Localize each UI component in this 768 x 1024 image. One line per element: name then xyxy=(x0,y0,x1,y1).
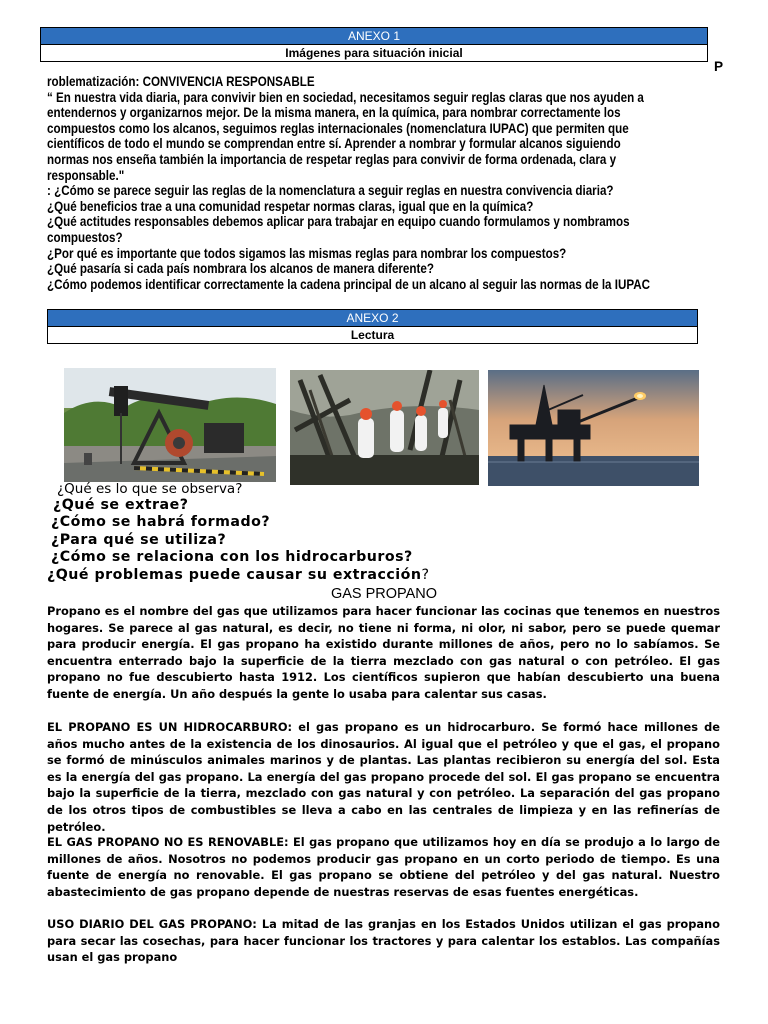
observe-questions xyxy=(47,497,430,584)
annex1-header xyxy=(40,27,708,62)
problem-block xyxy=(47,74,720,292)
annex1-subtitle: Imágenes para situación inicial xyxy=(41,45,707,61)
annex2-title: ANEXO 2 xyxy=(48,310,697,327)
paragraph-non-renewable xyxy=(47,834,720,900)
quote-line: “ En nuestra vida diaria, para convivir bien en sociedad, necesitamos seguir reglas claras que nos ayuden a xyxy=(47,89,644,105)
annex1-title: ANEXO 1 xyxy=(41,28,707,45)
observe-question-1: ¿Qué es lo que se observa? xyxy=(57,481,243,497)
question-line: ¿Por qué es importante que todos sigamos las mismas reglas para nombrar los compuestos? xyxy=(47,245,567,261)
oil-spill-cleanup-photo xyxy=(290,370,479,485)
quote-line: responsable." xyxy=(47,167,125,183)
question-line: ¿Qué pasaría si cada país nombrara los alcanos de manera diferente? xyxy=(47,261,434,277)
pumpjack-photo xyxy=(64,368,276,482)
observe-question xyxy=(47,567,430,584)
problem-quote xyxy=(47,90,720,184)
paragraph-text: USO DIARIO DEL GAS PROPANO: La mitad de las granjas en los Estados Unidos utilizan el gas propano para secar las cosechas, para hacer funcionar los tractores y para calentar los establos. Las compañías usan el gas propano xyxy=(47,917,720,965)
observe-question-mark: ? xyxy=(421,566,430,583)
paragraph-text: EL GAS PROPANO NO ES RENOVABLE: El gas propano que utilizamos hoy en día se produjo a lo largo de millones de años. Nosotros no podemos producir gas propano en un corto periodo de tiempo. Es una fuente de energía no renovable. El gas propano se obtiene del petróleo y del gas natural. Nuestro abastecimiento de gas propano depende de nuestras reservas de esas fuentes energéticas. xyxy=(47,835,720,899)
question-line: : ¿Cómo se parece seguir las reglas de la nomenclatura a seguir reglas en nuestra convivencia diaria? xyxy=(47,183,614,199)
question-line: ¿Qué actitudes responsables debemos aplicar para trabajar en equipo cuando formulamos y nombramos xyxy=(47,214,630,230)
quote-line: compuestos como los alcanos, seguimos reglas internacionales (nomenclatura IUPAC) que permiten que xyxy=(47,120,629,136)
observe-question: ¿Cómo se habrá formado? xyxy=(51,514,271,531)
quote-line: científicos de todo el mundo se comprendan entre sí. Aprender a nombrar y formular alcanos siguiendo xyxy=(47,136,621,152)
observe-question: ¿Para qué se utiliza? xyxy=(51,531,227,548)
reading-title: GAS PROPANO xyxy=(330,586,438,602)
observe-question-text: ¿Qué problemas puede causar su extracción xyxy=(47,566,422,583)
paragraph-text: EL PROPANO ES UN HIDROCARBURO: el gas propano es un hidrocarburo. Se formó hace millones de años mucho antes de la existencia de los dinosaurios. Al igual que el petróleo y que el gas, el propano se formó de minúsculos animales marinos y de plantas. Las plantas recibieron su energía del sol. Esta es la energía del gas propano. La energía del gas propano procede del sol. El gas propano se encuentra bajo la superficie de la tierra, mezclado con gas natural y con petróleo. La separación del gas propano de los otros tipos de combustibles se lleva a cabo en las centrales de limpieza y en las refinerías de petróleo. xyxy=(47,720,720,834)
question-line: ¿Qué beneficios trae a una comunidad respetar normas claras, igual que en la química? xyxy=(47,198,534,214)
offshore-platform-photo xyxy=(488,370,699,486)
question-line: ¿Cómo podemos identificar correctamente la cadena principal de un alcano al seguir las normas de la IUPAC xyxy=(47,276,651,292)
annex2-subtitle: Lectura xyxy=(48,327,697,343)
quote-line: entendernos y organizarnos mejor. De la misma manera, en la química, para nombrar correctamente los xyxy=(47,105,621,121)
paragraph-daily-use xyxy=(47,916,720,966)
observe-question: ¿Qué se extrae? xyxy=(53,497,189,513)
problem-questions xyxy=(47,183,720,292)
question-line: compuestos? xyxy=(47,229,123,245)
problem-heading: roblematización: CONVIVENCIA RESPONSABLE xyxy=(47,74,315,89)
annex2-header xyxy=(47,309,698,344)
paragraph-text: Propano es el nombre del gas que utilizamos para hacer funcionar las cocinas que tenemos en nuestros hogares. Se parece al gas natural, es decir, no tiene ni forma, ni olor, ni sabor, pero se puede quemar para producir energía. El gas propano ha existido durante millones de años, pero no lo sabíamos. Se encuentra enterrado bajo la superficie de la tierra mezclado con gas natural o con petróleo. El gas propano no fue descubierto hasta 1912. Los científicos supieron que habían descubierto una buena fuente de energía. Un año después la gente lo usaba para calentar sus casas. xyxy=(47,604,720,701)
stray-letter: P xyxy=(714,59,724,74)
quote-line: normas nos enseña también la importancia de respetar reglas para convivir de forma ordenada, clara y xyxy=(47,151,617,167)
paragraph-hydrocarbon xyxy=(47,719,720,835)
observe-question: ¿Cómo se relaciona con los hidrocarburos? xyxy=(51,549,413,566)
paragraph-intro xyxy=(47,603,720,703)
